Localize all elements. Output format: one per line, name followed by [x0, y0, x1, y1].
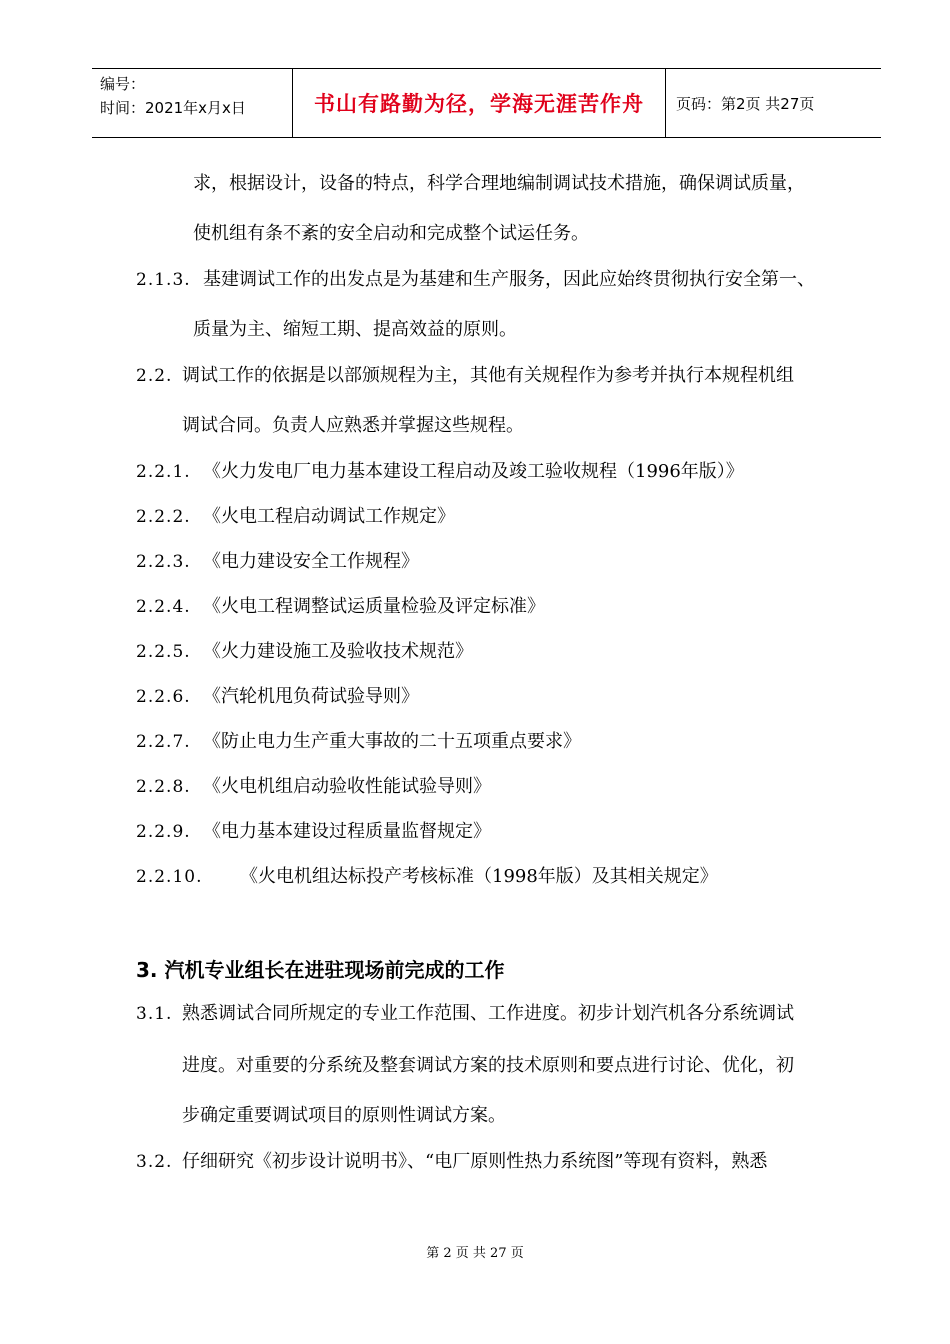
header-page-info: 页码：第2页 共27页: [676, 94, 815, 113]
clause-number-2-1-3: 2.1.3.: [136, 270, 191, 290]
clause-3-1-line-1: 熟悉调试合同所规定的专业工作范围、工作进度。初步计划汽机各分系统调试: [182, 1003, 794, 1024]
list-item-text: 《汽轮机甩负荷试验导则》: [203, 686, 419, 707]
list-item-text: 《火电机组启动验收性能试验导则》: [203, 776, 491, 797]
page-header: [92, 68, 881, 138]
list-item-text: 《火力发电厂电力基本建设工程启动及竣工验收规程（1996年版）》: [203, 461, 744, 482]
list-item-text: 《火电工程调整试运质量检验及评定标准》: [203, 596, 545, 617]
list-item-number: 2.2.2.: [136, 507, 191, 527]
clause-2-2-line-1: 调试工作的依据是以部颁规程为主，其他有关规程作为参考并执行本规程机组: [182, 365, 794, 386]
list-item-text: 《电力建设安全工作规程》: [203, 551, 419, 572]
document-number-label: 编号：: [100, 75, 146, 93]
list-item-number: 2.2.10.: [136, 867, 203, 887]
list-item-text: 《火电工程启动调试工作规定》: [203, 506, 455, 527]
list-item-text: 《电力基本建设过程质量监督规定》: [203, 821, 491, 842]
list-item-number: 2.2.9.: [136, 822, 191, 842]
header-meta: [92, 69, 293, 137]
continued-text-line-1: 求，根据设计，设备的特点，科学合理地编制调试技术措施，确保调试质量，: [193, 173, 805, 194]
clause-3-1-line-2: 进度。对重要的分系统及整套调试方案的技术原则和要点进行讨论、优化，初: [182, 1055, 794, 1076]
section-3-heading: 3. 汽机专业组长在进驻现场前完成的工作: [136, 958, 505, 982]
clause-number-2-2: 2.2.: [136, 366, 173, 386]
list-item-number: 2.2.3.: [136, 552, 191, 572]
list-item-number: 2.2.6.: [136, 687, 191, 707]
clause-2-1-3-line-1: 基建调试工作的出发点是为基建和生产服务，因此应始终贯彻执行安全第一、: [203, 269, 815, 290]
clause-number-3-2: 3.2.: [136, 1152, 173, 1172]
list-item-text: 《火力建设施工及验收技术规范》: [203, 641, 473, 662]
list-item-text: 《防止电力生产重大事故的二十五项重点要求》: [203, 731, 581, 752]
clause-2-2-line-2: 调试合同。负责人应熟悉并掌握这些规程。: [182, 415, 524, 436]
list-item-number: 2.2.5.: [136, 642, 191, 662]
clause-number-3-1: 3.1.: [136, 1004, 173, 1024]
list-item-number: 2.2.7.: [136, 732, 191, 752]
list-item-number: 2.2.1.: [136, 462, 191, 482]
clause-3-1-line-3: 步确定重要调试项目的原则性调试方案。: [182, 1105, 506, 1126]
continued-text-line-2: 使机组有条不紊的安全启动和完成整个试运任务。: [193, 223, 589, 244]
clause-3-2-line-1: 仔细研究《初步设计说明书》、“电厂原则性热力系统图”等现有资料，熟悉: [182, 1151, 768, 1172]
list-item-number: 2.2.8.: [136, 777, 191, 797]
page-footer: 第 2 页 共 27 页: [426, 1246, 524, 1261]
document-time-label: 时间：2021年x月x日: [100, 99, 246, 117]
header-motto: 书山有路勤为径，学海无涯苦作舟: [293, 69, 666, 137]
list-item-number: 2.2.4.: [136, 597, 191, 617]
clause-2-1-3-line-2: 质量为主、缩短工期、提高效益的原则。: [193, 319, 517, 340]
list-item-text: 《火电机组达标投产考核标准（1998年版）及其相关规定》: [240, 866, 718, 887]
